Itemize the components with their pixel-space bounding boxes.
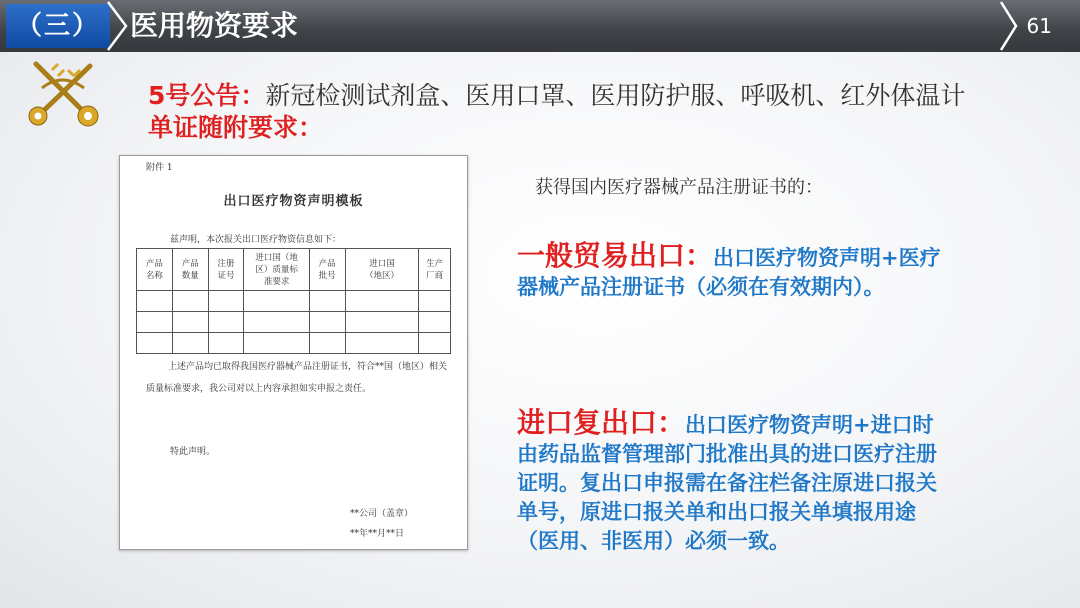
announcement-label: 5号公告： [148, 81, 266, 110]
table-cell [244, 333, 309, 354]
table-column-header: 注册 证号 [208, 249, 244, 291]
table-cell [419, 333, 451, 354]
template-title: 出口医疗物资声明模板 [223, 194, 364, 209]
table-cell [419, 291, 451, 312]
table-column-header: 产品 数量 [172, 249, 208, 291]
table-cell [244, 291, 309, 312]
table-header-row [137, 249, 451, 291]
page-title: 医用物资要求 [130, 9, 299, 42]
template-lead: 兹声明，本次报关出口医疗物资信息如下： [170, 235, 342, 245]
table-cell [137, 291, 173, 312]
header-bar [0, 0, 1080, 52]
table-column-header: 进口国（地 区）质量标 准要求 [244, 249, 309, 291]
reexport-block [517, 408, 947, 556]
table-column-header: 生产 厂商 [419, 249, 451, 291]
table-cell [208, 312, 244, 333]
table-column-header: 进口国 （地区） [345, 249, 419, 291]
table-row [137, 333, 451, 354]
table-cell [208, 333, 244, 354]
table-cell [309, 333, 345, 354]
reexport-label: 进口复出口： [517, 406, 686, 439]
reexport-text: 出口医疗物资声明+进口时由药品监督管理部门批准出具的进口医疗注册证明。复出口申报需在备注栏备注原进口报关单号，原进口报关单和出口报关单填报用途（医用、非医用）必须一致。 [517, 413, 937, 553]
attachment-label: 附件 1 [146, 163, 173, 173]
table-body [137, 291, 451, 354]
table-cell [345, 333, 419, 354]
table-cell [345, 291, 419, 312]
customs-emblem-icon [22, 56, 104, 132]
table-cell [172, 291, 208, 312]
table-cell [137, 333, 173, 354]
general-trade-text: 出口医疗物资声明+医疗器械产品注册证书（必须在有效期内）。 [517, 246, 941, 299]
table-cell [172, 312, 208, 333]
announcement-line [148, 80, 1048, 112]
table-cell [345, 312, 419, 333]
declaration-closing: 特此声明。 [170, 447, 216, 457]
table-cell [172, 333, 208, 354]
general-trade-label: 一般贸易出口： [517, 239, 714, 272]
table-cell [244, 312, 309, 333]
document-requirement-heading: 单证随附要求： [148, 113, 324, 142]
declaration-paragraph: 上述产品均已取得我国医疗器械产品注册证书，符合**国（地区）相关质量标准要求，我公司对以上内容承担如实申报之责任。 [146, 362, 448, 394]
declaration-template-image [119, 155, 468, 550]
table-column-header: 产品 批号 [309, 249, 345, 291]
chevron-right-icon [104, 0, 130, 52]
table-column-header: 产品 名称 [137, 249, 173, 291]
table-cell [309, 291, 345, 312]
declaration-table [136, 248, 451, 354]
company-seal-line: **公司（盖章） [350, 509, 414, 519]
table-row [137, 291, 451, 312]
registered-note: 获得国内医疗器械产品注册证书的： [535, 177, 823, 198]
table-cell [309, 312, 345, 333]
announcement-items: 新冠检测试剂盒、医用口罩、医用防护服、呼吸机、红外体温计 [265, 81, 966, 110]
date-line: **年**月**日 [350, 529, 405, 539]
chevron-right-icon [998, 0, 1020, 52]
page-number: 61 [1026, 14, 1052, 38]
table-cell [419, 312, 451, 333]
table-cell [208, 291, 244, 312]
table-row [137, 312, 451, 333]
general-trade-block [517, 241, 947, 302]
table-cell [137, 312, 173, 333]
section-tab: （三） [6, 4, 110, 48]
